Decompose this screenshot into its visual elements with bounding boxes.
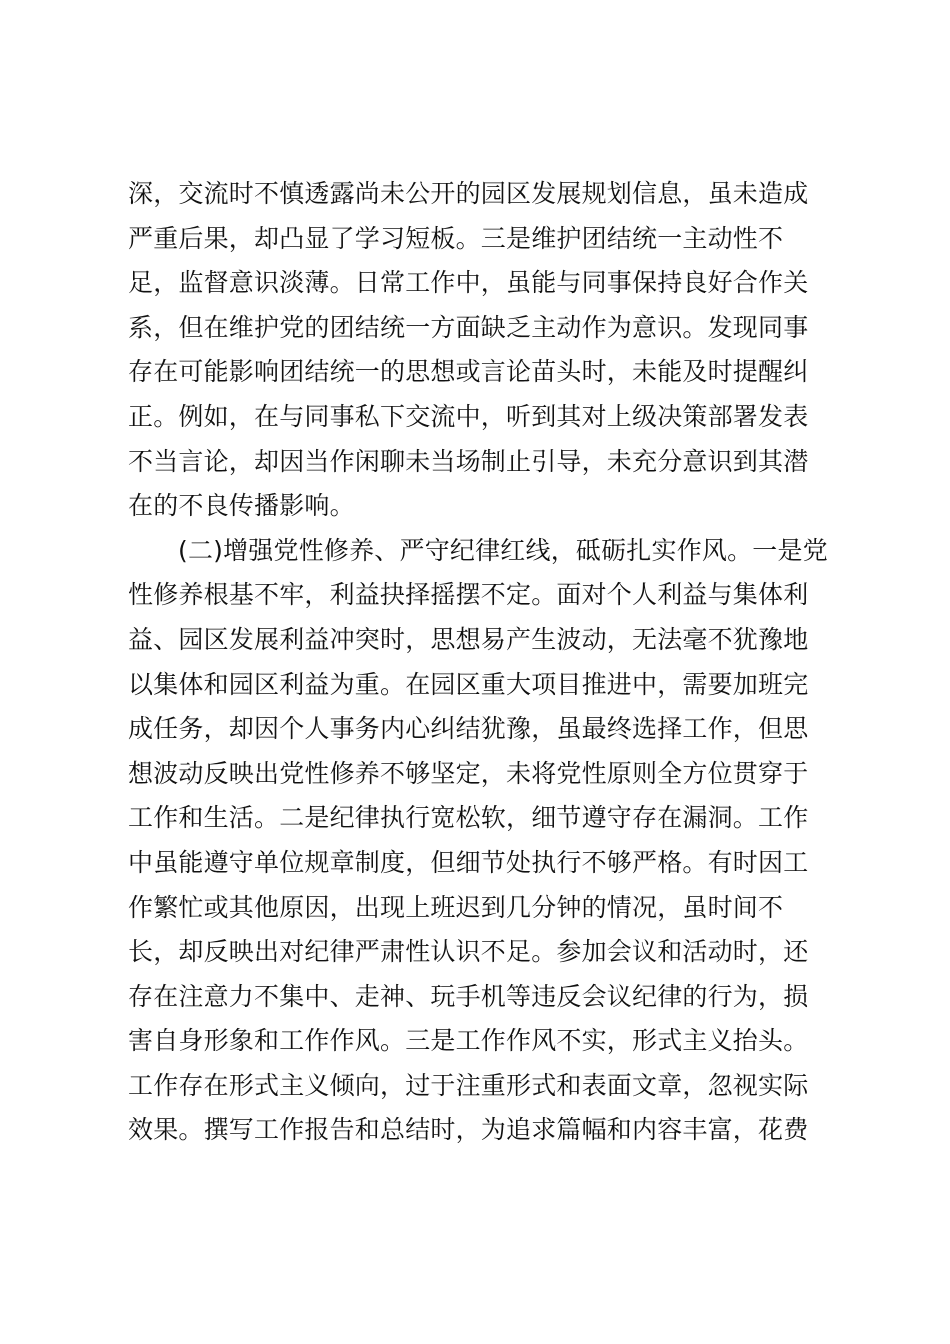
text-line: 在的不良传播影响。: [128, 491, 355, 521]
text-line: 不当言论，却因当作闲聊未当场制止引导，未充分意识到其潜: [128, 446, 809, 476]
text-line: 害自身形象和工作作风。三是工作作风不实，形式主义抬头。: [128, 1026, 809, 1056]
text-line: 工作和生活。二是纪律执行宽松软，细节遵守存在漏洞。工作: [128, 803, 809, 833]
text-line: 正。例如，在与同事私下交流中，听到其对上级决策部署发表: [128, 401, 809, 431]
text-line: 成任务，却因个人事务内心纠结犹豫，虽最终选择工作，但思: [128, 714, 809, 744]
text-line: 工作存在形式主义倾向，过于注重形式和表面文章，忽视实际: [128, 1070, 809, 1100]
document-body: [128, 172, 828, 1153]
text-line: 长，却反映出对纪律严肃性认识不足。参加会议和活动时，还: [128, 937, 809, 967]
text-line: 深，交流时不慎透露尚未公开的园区发展规划信息，虽未造成: [128, 179, 809, 208]
text-line: 益、园区发展利益冲突时，思想易产生波动，无法毫不犹豫地: [128, 624, 809, 654]
text-line: 性修养根基不牢，利益抉择摇摆不定。面对个人利益与集体利: [128, 580, 809, 610]
section-heading-line: (二)增强党性修养、严守纪律红线，砥砺扎实作风。一是党: [178, 535, 828, 565]
text-line: 以集体和园区利益为重。在园区重大项目推进中，需要加班完: [128, 669, 809, 699]
text-line: 存在可能影响团结统一的思想或言论苗头时，未能及时提醒纠: [128, 357, 809, 387]
text-line: 存在注意力不集中、走神、玩手机等违反会议纪律的行为，损: [128, 981, 809, 1011]
text-line: 严重后果，却凸显了学习短板。三是维护团结统一主动性不: [128, 223, 784, 253]
text-line: 系，但在维护党的团结统一方面缺乏主动作为意识。发现同事: [128, 312, 809, 342]
text-line: 效果。撰写工作报告和总结时，为追求篇幅和内容丰富，花费: [128, 1115, 809, 1145]
text-line: 足，监督意识淡薄。日常工作中，虽能与同事保持良好合作关: [128, 268, 809, 298]
text-line: 中虽能遵守单位规章制度，但细节处执行不够严格。有时因工: [128, 847, 809, 877]
text-line: 作繁忙或其他原因，出现上班迟到几分钟的情况，虽时间不: [128, 892, 784, 922]
text-line: 想波动反映出党性修养不够坚定，未将党性原则全方位贯穿于: [128, 758, 809, 788]
